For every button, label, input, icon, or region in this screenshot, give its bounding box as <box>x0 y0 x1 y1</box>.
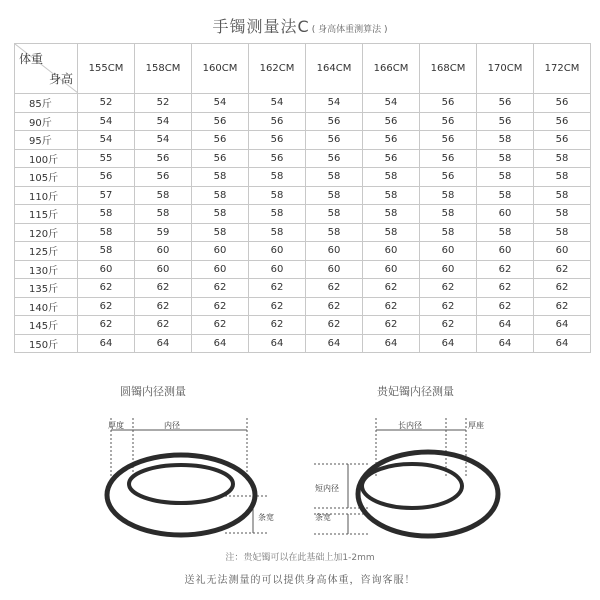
weight-cell: 125斤 <box>15 242 78 261</box>
size-cell: 58 <box>135 205 192 224</box>
size-cell: 54 <box>135 112 192 131</box>
height-header: 162CM <box>249 44 306 94</box>
height-header: 166CM <box>363 44 420 94</box>
size-cell: 58 <box>306 223 363 242</box>
weight-cell: 130斤 <box>15 260 78 279</box>
size-cell: 62 <box>78 316 135 335</box>
size-cell: 60 <box>534 242 591 261</box>
weight-cell: 150斤 <box>15 334 78 353</box>
corner-height-label: 身高 <box>48 72 73 86</box>
oval-band-width-label: 条宽 <box>315 513 331 522</box>
size-cell: 58 <box>78 223 135 242</box>
size-cell: 62 <box>306 316 363 335</box>
size-cell: 55 <box>78 149 135 168</box>
size-cell: 58 <box>135 186 192 205</box>
table-row <box>15 316 591 335</box>
size-cell: 58 <box>477 186 534 205</box>
table-row <box>15 242 591 261</box>
table-row <box>15 223 591 242</box>
size-cell: 60 <box>420 242 477 261</box>
size-cell: 56 <box>249 112 306 131</box>
size-cell: 62 <box>192 316 249 335</box>
size-cell: 56 <box>420 131 477 150</box>
table-row <box>15 186 591 205</box>
size-cell: 62 <box>135 279 192 298</box>
size-cell: 62 <box>192 297 249 316</box>
size-cell: 58 <box>78 205 135 224</box>
table-row <box>15 260 591 279</box>
bracelet-size-table <box>14 43 591 353</box>
size-cell: 58 <box>534 205 591 224</box>
size-cell: 58 <box>78 242 135 261</box>
table-row <box>15 94 591 113</box>
size-cell: 60 <box>192 242 249 261</box>
size-cell: 56 <box>363 131 420 150</box>
size-cell: 58 <box>249 223 306 242</box>
size-cell: 58 <box>534 149 591 168</box>
weight-cell: 120斤 <box>15 223 78 242</box>
size-cell: 58 <box>420 223 477 242</box>
size-cell: 64 <box>477 316 534 335</box>
size-cell: 56 <box>306 149 363 168</box>
corner-weight-label: 体重 <box>19 52 44 66</box>
size-cell: 58 <box>363 186 420 205</box>
size-cell: 58 <box>534 223 591 242</box>
size-cell: 62 <box>249 297 306 316</box>
size-cell: 56 <box>249 149 306 168</box>
size-cell: 62 <box>420 297 477 316</box>
height-header: 164CM <box>306 44 363 94</box>
size-cell: 58 <box>420 205 477 224</box>
size-cell: 56 <box>135 149 192 168</box>
page-title: 手镯测量法C <box>212 17 310 36</box>
size-cell: 56 <box>78 168 135 187</box>
size-cell: 56 <box>363 112 420 131</box>
size-cell: 62 <box>249 279 306 298</box>
weight-cell: 115斤 <box>15 205 78 224</box>
weight-cell: 90斤 <box>15 112 78 131</box>
size-cell: 62 <box>306 279 363 298</box>
size-cell: 64 <box>363 334 420 353</box>
table-row <box>15 168 591 187</box>
height-header: 158CM <box>135 44 192 94</box>
size-cell: 62 <box>78 279 135 298</box>
weight-cell: 100斤 <box>15 149 78 168</box>
size-cell: 58 <box>249 168 306 187</box>
size-cell: 56 <box>192 131 249 150</box>
size-cell: 56 <box>534 94 591 113</box>
size-cell: 58 <box>249 186 306 205</box>
size-cell: 60 <box>192 260 249 279</box>
size-cell: 58 <box>477 168 534 187</box>
size-cell: 54 <box>192 94 249 113</box>
size-cell: 60 <box>363 260 420 279</box>
size-cell: 58 <box>477 131 534 150</box>
size-cell: 58 <box>306 205 363 224</box>
table-row <box>15 279 591 298</box>
size-cell: 56 <box>306 112 363 131</box>
size-cell: 64 <box>420 334 477 353</box>
height-header: 168CM <box>420 44 477 94</box>
size-cell: 56 <box>192 112 249 131</box>
table-row <box>15 297 591 316</box>
size-cell: 56 <box>477 94 534 113</box>
size-cell: 60 <box>477 205 534 224</box>
table-row <box>15 131 591 150</box>
page-title-row <box>0 14 600 37</box>
round-diagram-title: 圆镯内径测量 <box>120 385 186 398</box>
size-cell: 58 <box>192 223 249 242</box>
size-cell: 58 <box>477 223 534 242</box>
size-cell: 56 <box>477 112 534 131</box>
table-row <box>15 112 591 131</box>
size-cell: 56 <box>135 168 192 187</box>
size-cell: 60 <box>135 242 192 261</box>
size-cell: 60 <box>363 242 420 261</box>
table-corner-cell <box>15 44 78 94</box>
size-cell: 57 <box>78 186 135 205</box>
size-cell: 56 <box>534 131 591 150</box>
size-cell: 64 <box>477 334 534 353</box>
size-cell: 52 <box>135 94 192 113</box>
size-cell: 62 <box>363 316 420 335</box>
size-cell: 62 <box>420 279 477 298</box>
size-cell: 64 <box>534 316 591 335</box>
size-cell: 60 <box>249 242 306 261</box>
oval-thickness-label: 厚座 <box>468 421 484 430</box>
weight-cell: 110斤 <box>15 186 78 205</box>
table-row <box>15 334 591 353</box>
size-cell: 60 <box>477 242 534 261</box>
size-cell: 64 <box>135 334 192 353</box>
size-cell: 62 <box>78 297 135 316</box>
weight-cell: 95斤 <box>15 131 78 150</box>
size-cell: 54 <box>249 94 306 113</box>
size-cell: 58 <box>363 205 420 224</box>
height-header: 170CM <box>477 44 534 94</box>
size-cell: 60 <box>420 260 477 279</box>
oval-diagram-title: 贵妃镯内径测量 <box>377 385 454 398</box>
table-header-row <box>15 44 591 94</box>
size-cell: 62 <box>477 260 534 279</box>
size-cell: 62 <box>306 297 363 316</box>
size-cell: 56 <box>420 168 477 187</box>
weight-cell: 85斤 <box>15 94 78 113</box>
table-row <box>15 205 591 224</box>
size-cell: 64 <box>534 334 591 353</box>
size-cell: 58 <box>363 168 420 187</box>
size-cell: 56 <box>420 94 477 113</box>
height-header: 172CM <box>534 44 591 94</box>
size-cell: 54 <box>363 94 420 113</box>
size-cell: 62 <box>534 260 591 279</box>
size-cell: 62 <box>363 279 420 298</box>
size-cell: 62 <box>534 279 591 298</box>
service-note: 送礼无法测量的可以提供身高体重，咨询客服！ <box>184 575 416 586</box>
size-cell: 62 <box>363 297 420 316</box>
table-body <box>15 94 591 353</box>
size-cell: 58 <box>192 168 249 187</box>
size-cell: 58 <box>420 186 477 205</box>
size-cell: 60 <box>249 260 306 279</box>
size-cell: 60 <box>306 242 363 261</box>
page-subtitle: ( 身高体重测算法 ) <box>311 25 388 35</box>
oval-long-diameter-label: 长内径 <box>398 421 422 430</box>
table-row <box>15 149 591 168</box>
size-cell: 60 <box>78 260 135 279</box>
height-header: 160CM <box>192 44 249 94</box>
size-cell: 58 <box>192 186 249 205</box>
size-cell: 60 <box>306 260 363 279</box>
size-cell: 54 <box>78 131 135 150</box>
oval-note: 注：贵妃镯可以在此基础上加1-2mm <box>225 553 375 563</box>
size-cell: 62 <box>135 297 192 316</box>
size-cell: 64 <box>78 334 135 353</box>
size-cell: 60 <box>135 260 192 279</box>
weight-cell: 140斤 <box>15 297 78 316</box>
size-cell: 54 <box>135 131 192 150</box>
size-cell: 54 <box>78 112 135 131</box>
round-bracelet-diagram <box>95 408 295 553</box>
size-cell: 64 <box>306 334 363 353</box>
weight-cell: 145斤 <box>15 316 78 335</box>
round-thickness-label: 厚度 <box>108 421 124 430</box>
size-cell: 56 <box>534 112 591 131</box>
size-cell: 64 <box>192 334 249 353</box>
size-cell: 58 <box>192 205 249 224</box>
size-cell: 59 <box>135 223 192 242</box>
size-cell: 56 <box>363 149 420 168</box>
size-cell: 62 <box>477 297 534 316</box>
weight-cell: 135斤 <box>15 279 78 298</box>
size-cell: 58 <box>306 186 363 205</box>
size-cell: 58 <box>534 186 591 205</box>
oval-short-diameter-label: 短内径 <box>315 484 339 493</box>
size-cell: 54 <box>306 94 363 113</box>
size-cell: 56 <box>420 149 477 168</box>
size-cell: 58 <box>363 223 420 242</box>
size-cell: 58 <box>477 149 534 168</box>
size-cell: 58 <box>534 168 591 187</box>
size-cell: 64 <box>249 334 306 353</box>
size-cell: 56 <box>306 131 363 150</box>
size-cell: 62 <box>135 316 192 335</box>
height-header: 155CM <box>78 44 135 94</box>
size-cell: 62 <box>534 297 591 316</box>
size-cell: 56 <box>249 131 306 150</box>
size-cell: 62 <box>477 279 534 298</box>
size-cell: 56 <box>192 149 249 168</box>
size-cell: 56 <box>420 112 477 131</box>
size-cell: 58 <box>306 168 363 187</box>
round-inner-diameter-label: 内径 <box>164 421 180 430</box>
size-cell: 62 <box>192 279 249 298</box>
round-band-width-label: 条宽 <box>258 513 274 522</box>
size-cell: 52 <box>78 94 135 113</box>
size-cell: 62 <box>420 316 477 335</box>
size-cell: 62 <box>249 316 306 335</box>
weight-cell: 105斤 <box>15 168 78 187</box>
size-cell: 58 <box>249 205 306 224</box>
